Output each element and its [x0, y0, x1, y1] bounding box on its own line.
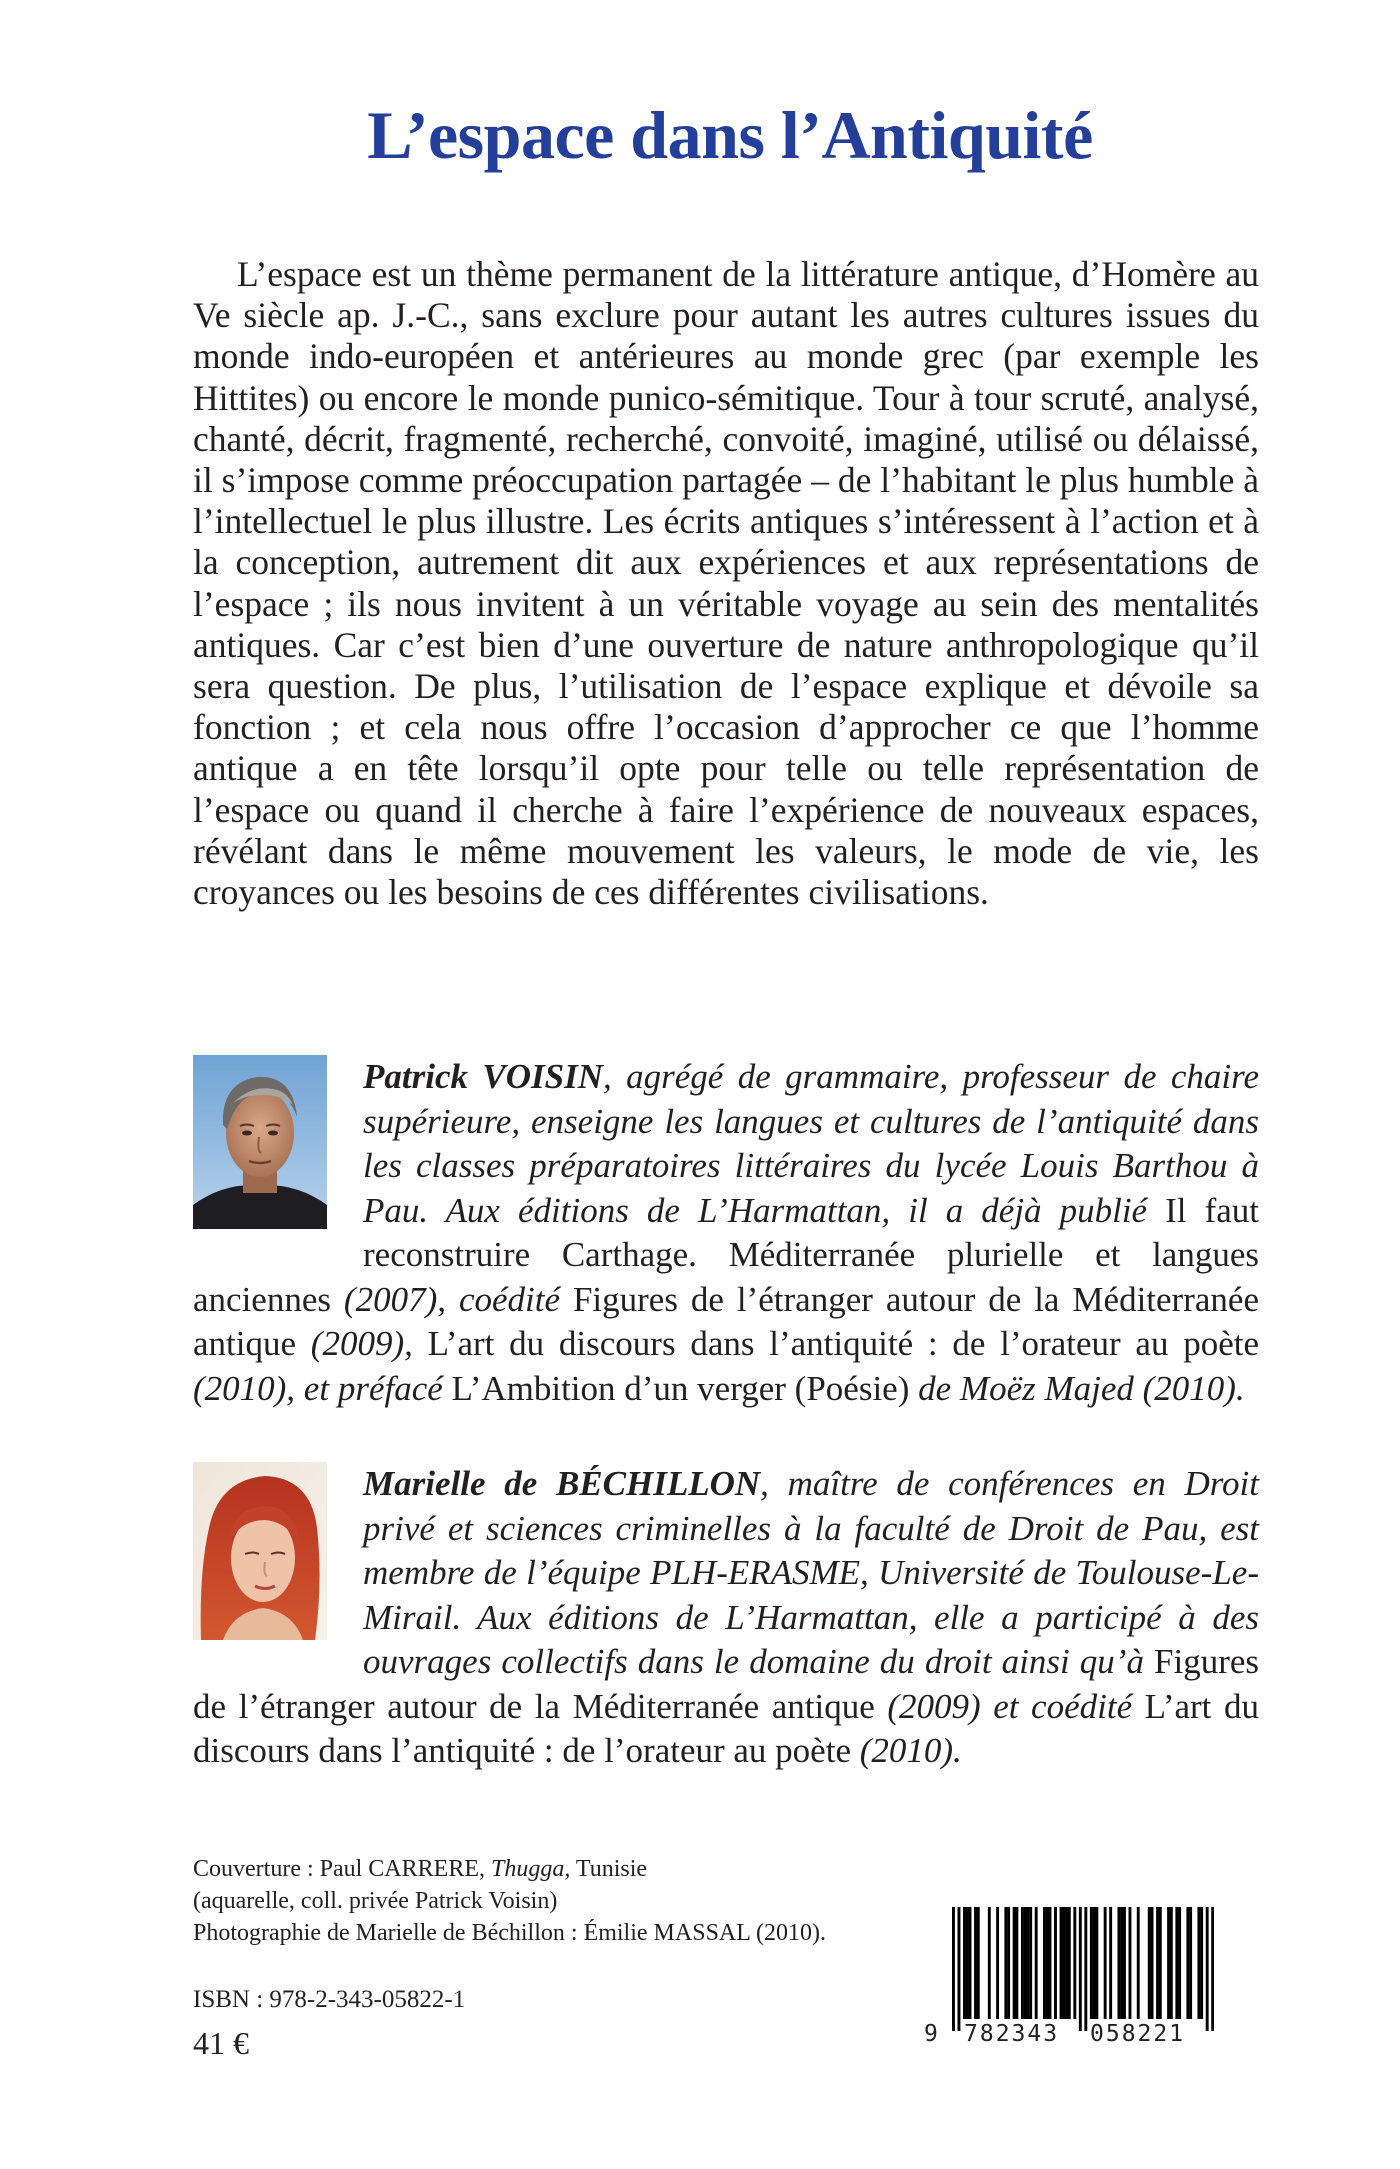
- barcode-bar: [1170, 1907, 1173, 2019]
- barcode-bar: [969, 1907, 972, 2019]
- barcode-bar: [1095, 1907, 1098, 2019]
- author-name: Patrick VOISIN: [363, 1057, 603, 1096]
- barcode-left-group: 782343: [964, 2021, 1060, 2047]
- photo-credit-line: Photographie de Marielle de Béchillon : Émilie MASSAL (2010).: [193, 1920, 826, 1946]
- barcode-bar: [1084, 1907, 1087, 2031]
- barcode-bar: [1079, 1907, 1082, 2031]
- barcode-bar: [1090, 1907, 1093, 2019]
- barcode-bar: [1175, 1907, 1178, 2019]
- barcode-bar: [1065, 1907, 1068, 2019]
- barcode-bar: [996, 1907, 999, 2019]
- cover-credits: [193, 1853, 913, 1949]
- barcode-bar: [952, 1907, 955, 2031]
- barcode-first-digit: 9: [924, 2021, 938, 2047]
- barcode-bars: [952, 1907, 1214, 2031]
- barcode-bar: [1186, 1907, 1189, 2019]
- barcode-right-group: 058221: [1090, 2021, 1186, 2047]
- book-summary: L’espace est un thème permanent de la littérature antique, d’Homère au Ve siècle ap. J.-C., sans exclure pour autant les autres cultures issues du monde indo-européen et antérieures au monde grec (par exemple les Hittites) ou encore le monde punico-sémitique. Tour à tour scruté, analysé, chanté, décrit, fragmenté, recherché, convoité, imaginé, utilisé ou délaissé, il s’impose comme préoccupation partagée – de l’habitant le plus humble à l’intellectuel le plus illustre. Les écrits antiques s’intéressent à l’action et à la conception, autrement dit aux expériences et aux représentations de l’espace ; ils nous invitent à un véritable voyage au sein des mentalités antiques. Car c’est bien d’une ouverture de nature anthropologique qu’il sera question. De plus, l’utilisation de l’espace explique et dévoile sa fonction ; et cela nous offre l’occasion d’approcher ce que l’homme antique a en tête lorsqu’il opte pour telle ou telle représentation de l’espace ou quand il cherche à faire l’expérience de nouveaux espaces, révélant dans le même mouvement les valeurs, le mode de vie, les croyances ou les besoins de ces différentes civilisations.: [193, 254, 1259, 913]
- cover-credit-note: (aquarelle, coll. privée Patrick Voisin): [193, 1888, 558, 1914]
- barcode-bar: [988, 1907, 991, 2019]
- portrait-woman-image: [193, 1462, 327, 1640]
- barcode-bar: [1062, 1907, 1065, 2019]
- barcode-bar: [1004, 1907, 1007, 2019]
- isbn-barcode: [918, 1907, 1218, 2049]
- barcode-bar: [1029, 1907, 1032, 2019]
- barcode-bar: [1024, 1907, 1027, 2019]
- isbn-number: ISBN : 978-2-343-05822-1: [193, 1986, 466, 2013]
- barcode-bar: [1060, 1907, 1063, 2019]
- barcode-bar: [974, 1907, 977, 2019]
- barcode-bar: [977, 1907, 980, 2019]
- barcode-bar: [1117, 1907, 1120, 2019]
- barcode-bar: [1178, 1907, 1181, 2019]
- barcode-bar: [1043, 1907, 1046, 2019]
- barcode-bar: [1073, 1907, 1076, 2019]
- author-photo-bechillon: [193, 1462, 327, 1640]
- barcode-bar: [1151, 1907, 1154, 2019]
- author-name: Marielle de BÉCHILLON: [363, 1464, 761, 1503]
- barcode-bar: [1093, 1907, 1096, 2019]
- barcode-bar: [1159, 1907, 1162, 2019]
- author-bio-voisin: [193, 1055, 1259, 1411]
- author-photo-voisin: [193, 1055, 327, 1229]
- barcode-bar: [1049, 1907, 1052, 2019]
- portrait-man-image: [193, 1055, 327, 1229]
- barcode-bar: [1156, 1907, 1159, 2019]
- barcode-bar: [1035, 1907, 1038, 2019]
- barcode-bar: [1021, 1907, 1024, 2019]
- barcode-bar: [1013, 1907, 1016, 2019]
- author-bio-text: Marielle de BÉCHILLON, maître de conférences en Droit privé et sciences criminelles à la faculté de Droit de Pau, est membre de l’équipe PLH-ERASME, Université de Toulouse-Le-Mirail. Aux éditions de L’Harmattan, elle a participé à des ouvrages collectifs dans le domaine du droit ainsi qu’à Figures de l’étranger autour de la Méditerranée antique (2009) et coédité L’art du discours dans l’antiquité : de l’orateur au poète (2010).: [193, 1464, 1259, 1770]
- price: 41 €: [193, 2025, 249, 2061]
- barcode-bar: [1054, 1907, 1057, 2019]
- barcode-bar: [1197, 1907, 1200, 2019]
- barcode-bar: [1068, 1907, 1071, 2019]
- barcode-bar: [1129, 1907, 1132, 2019]
- barcode-bar: [1206, 1907, 1209, 2031]
- barcode-bar: [1137, 1907, 1140, 2019]
- barcode-bar: [1109, 1907, 1112, 2019]
- barcode-bar: [966, 1907, 969, 2019]
- barcode-bar: [958, 1907, 961, 2031]
- book-title: L’espace dans l’Antiquité: [367, 97, 1093, 173]
- barcode-bar: [1007, 1907, 1010, 2019]
- barcode-bar: [1123, 1907, 1126, 2019]
- barcode-bar: [1200, 1907, 1203, 2019]
- barcode-bar: [1120, 1907, 1123, 2019]
- barcode-bar: [1015, 1907, 1018, 2019]
- barcode-bar: [963, 1907, 966, 2019]
- barcode-bar: [1189, 1907, 1192, 2019]
- barcode-bar: [1046, 1907, 1049, 2019]
- barcode-bar: [1211, 1907, 1214, 2031]
- barcode-bar: [1104, 1907, 1107, 2019]
- cover-credit-line: Couverture : Paul CARRERE, Thugga, Tunisie: [193, 1856, 648, 1882]
- barcode-bar: [1167, 1907, 1170, 2019]
- barcode-bar: [1148, 1907, 1151, 2019]
- author-bio-text: Patrick VOISIN, agrégé de grammaire, professeur de chaire supérieure, enseigne les langues et cultures de l’antiquité dans les classes préparatoires littéraires du lycée Louis Barthou à Pau. Aux éditions de L’Harmattan, il a déjà publié Il faut reconstruire Carthage. Méditerranée plurielle et langues anciennes (2007), coédité Figures de l’étranger autour de la Méditerranée antique (2009), L’art du discours dans l’antiquité : de l’orateur au poète (2010), et préfacé L’Ambition d’un verger (Poésie) de Moëz Majed (2010).: [193, 1057, 1260, 1408]
- author-bio-bechillon: [193, 1462, 1259, 1774]
- barcode-bar: [1026, 1907, 1029, 2019]
